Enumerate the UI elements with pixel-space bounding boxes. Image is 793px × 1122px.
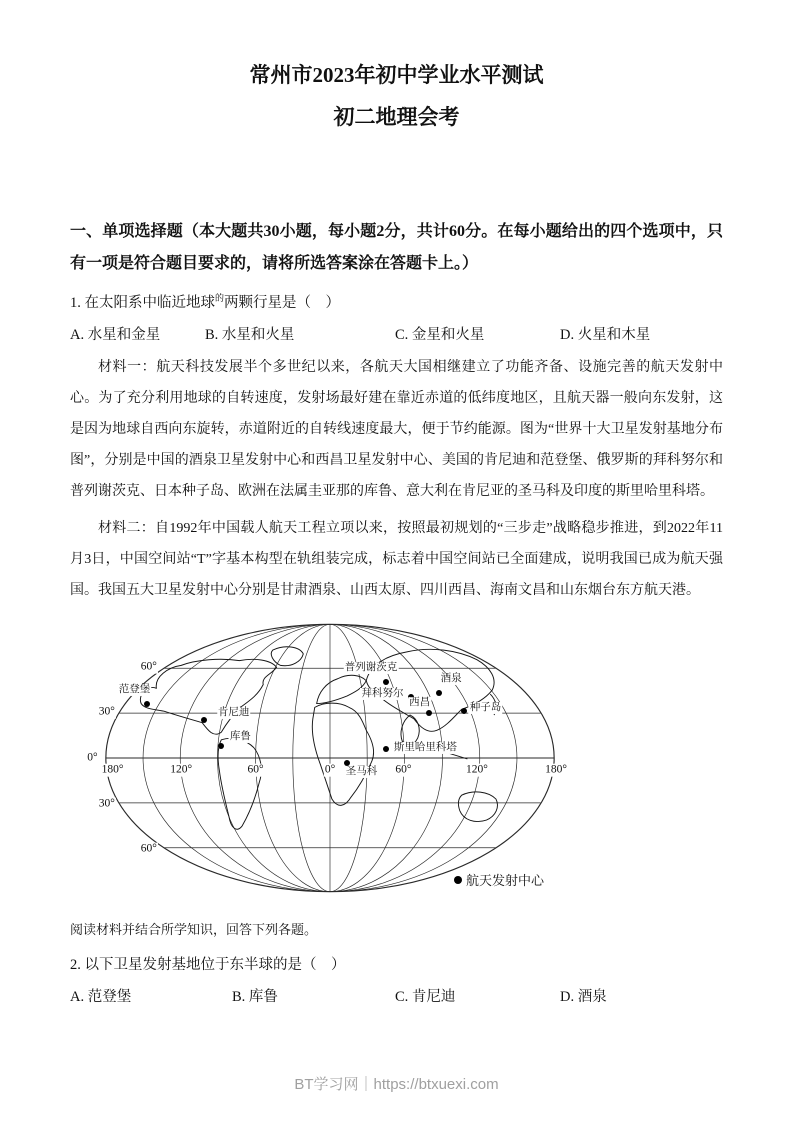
question-2-option-d: D. 酒泉	[560, 988, 607, 1005]
question-1-superscript: 的	[215, 293, 225, 304]
launch-site-dot	[201, 717, 207, 723]
launch-site-dot	[144, 701, 150, 707]
map-instruction: 阅读材料并结合所学知识，回答下列各题。	[70, 921, 318, 937]
launch-site-dot	[383, 746, 389, 752]
launch-site-label: 圣马科	[345, 766, 378, 778]
latitude-label: 0°	[87, 751, 98, 764]
launch-site-label: 种子岛	[469, 702, 502, 714]
question-2-option-a: A. 范登堡	[70, 988, 132, 1005]
question-1-option-d: D. 火星和木星	[560, 326, 651, 343]
question-1-option-a: A. 水星和金星	[70, 326, 161, 343]
launch-center-legend-dot	[454, 876, 462, 884]
longitude-label: 60°	[395, 764, 412, 777]
launch-site-label: 范登堡	[118, 684, 151, 696]
question-2-options	[70, 987, 723, 1008]
question-1-options	[70, 325, 723, 346]
question-1-stem-suffix: 两颗行星是（ ）	[224, 294, 341, 311]
material-2-paragraph: 材料二：自1992年中国载人航天工程立项以来，按照最初规划的“三步走”战略稳步推进，到2022年11月3日，中国空间站“T”字基本构型在轨组装完成，标志着中国空间站已全面建成，说明我国已成为航天强国。我国五大卫星发射中心分别是甘肃酒泉、山西太原、四川西昌、海南文昌和山东烟台东方航天港。	[70, 520, 723, 598]
section-heading: 一、单项选择题（本大题共30小题，每小题2分，共计60分。在每小题给出的四个选项中，只有一项是符合题目要求的，请将所选答案涂在答题卡上。）	[70, 223, 723, 273]
launch-site-label: 肯尼迪	[217, 707, 250, 718]
question-1-option-b: B. 水星和火星	[205, 326, 295, 343]
world-map-figure	[82, 610, 578, 906]
map-graticule	[106, 624, 554, 891]
map-legend-label: 航天发射中心	[466, 873, 545, 889]
launch-site-label: 普列谢茨克	[344, 662, 398, 674]
latitude-label: 30°	[98, 797, 115, 810]
launch-site-label: 拜科努尔	[361, 687, 404, 699]
latitude-label: 60°	[140, 842, 157, 855]
question-1-option-c: C. 金星和火星	[395, 326, 485, 343]
exam-title-line2: 初二地理会考	[333, 105, 460, 130]
launch-site-dot	[426, 710, 432, 716]
launch-site-label: 西昌	[409, 697, 431, 709]
launch-site-label: 斯里哈里科塔	[393, 742, 457, 754]
question-2-option-b: B. 库鲁	[232, 988, 278, 1005]
longitude-label: 0°	[324, 764, 336, 777]
launch-site-dot	[383, 679, 389, 685]
footer-watermark: BT学习网｜https://btxuexi.com	[294, 1076, 499, 1093]
material-1-paragraph: 材料一：航天科技发展半个多世纪以来，各航天大国相继建立了功能齐备、设施完善的航天发射中心。为了充分利用地球的自转速度，发射场最好建在靠近赤道的低纬度地区，且航天器一般向东发射，这是因为地球自西向东旋转，赤道附近的自转线速度最大，便于节约能源。图为“世界十大卫星发射基地分布图”，分别是中国的酒泉卫星发射中心和西昌卫星发射中心、美国的肯尼迪和范登堡、俄罗斯的拜科努尔和普列谢茨克、日本种子岛、欧洲在法属圭亚那的库鲁、意大利在肯尼亚的圣马科及印度的斯里哈里科塔。	[70, 359, 723, 499]
launch-site-dot	[218, 743, 224, 749]
longitude-label: 120°	[465, 764, 488, 777]
latitude-label: 30°	[98, 705, 115, 718]
question-1-stem	[70, 288, 723, 314]
longitude-label: 60°	[247, 764, 264, 777]
question-2-stem: 2. 以下卫星发射基地位于东半球的是（ ）	[70, 956, 346, 973]
longitude-label: 180°	[101, 764, 124, 777]
launch-site-dot	[436, 690, 442, 696]
latitude-label: 60°	[140, 660, 157, 673]
longitude-label: 120°	[170, 764, 193, 777]
exam-title-line1: 常州市2023年初中学业水平测试	[249, 63, 544, 87]
launch-site-label: 库鲁	[229, 730, 251, 742]
map-legend	[454, 870, 544, 889]
longitude-label: 180°	[545, 764, 567, 777]
question-1-stem-prefix: 1. 在太阳系中临近地球	[70, 294, 215, 311]
launch-site-label: 酒泉	[440, 672, 462, 684]
world-map	[82, 610, 578, 906]
launch-site-dot	[461, 708, 467, 714]
question-2-option-c: C. 肯尼迪	[395, 988, 456, 1005]
launch-site-dot	[344, 760, 350, 766]
